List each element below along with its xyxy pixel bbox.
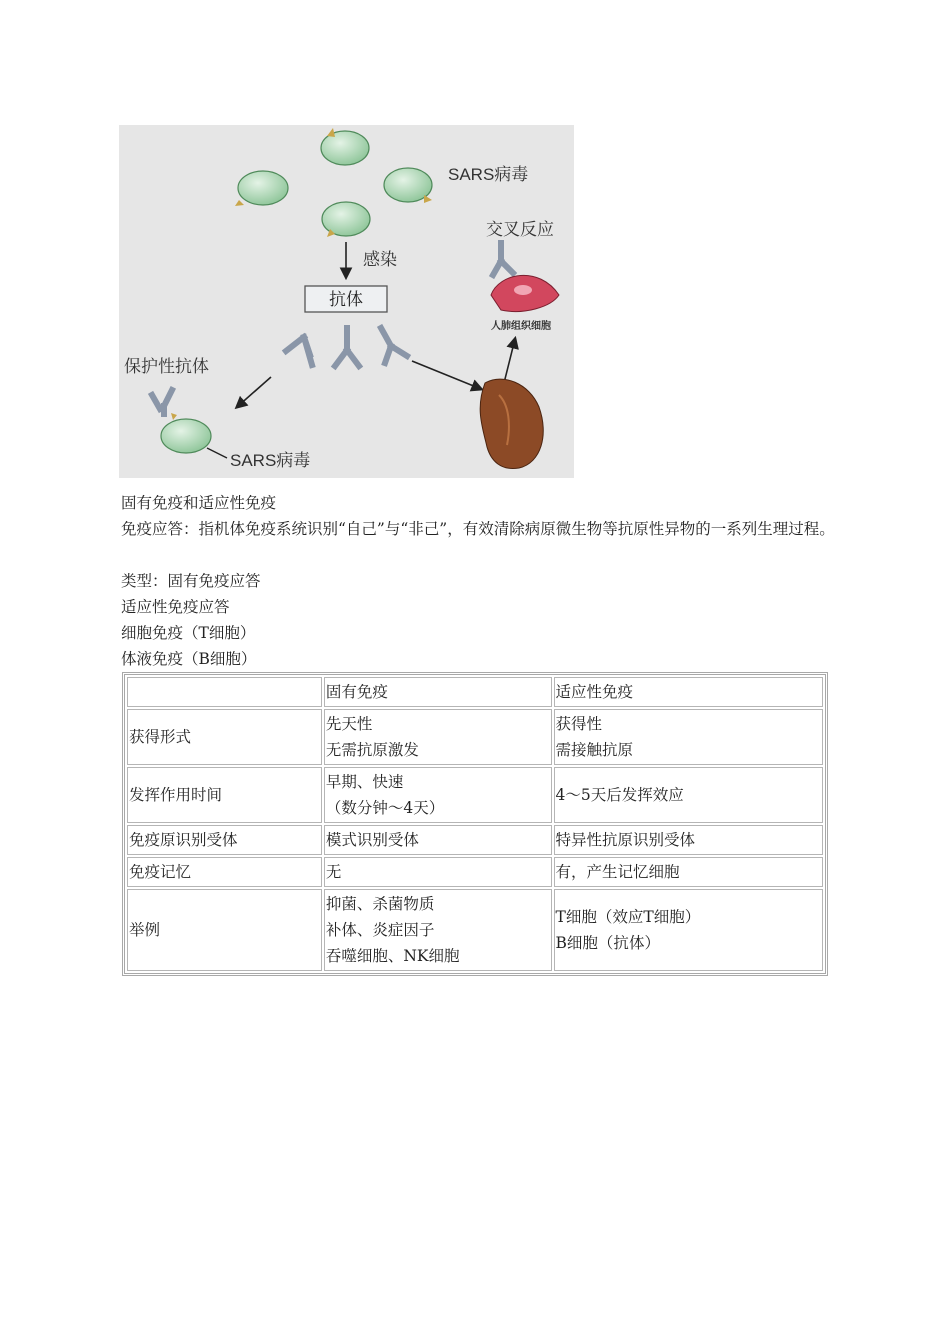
header-cell-innate: 固有免疫: [324, 677, 552, 707]
cell-line: 抑菌、杀菌物质: [325, 895, 435, 913]
cell-line: B细胞（抗体）: [555, 934, 660, 952]
lung-tissue-shape: [480, 379, 543, 468]
virus-particle: [322, 202, 370, 237]
diagram-canvas: [119, 125, 574, 478]
virus-label-top: SARS病毒: [448, 165, 529, 184]
cell-line: 早期、快速: [325, 773, 404, 791]
lung-arrow: [412, 361, 481, 389]
paragraph-humoral: 体液免疫（B细胞）: [121, 650, 257, 668]
cell-line: 先天性: [325, 715, 373, 733]
cell-line: 补体、炎症因子: [325, 921, 435, 939]
adaptive-cell: [554, 767, 823, 823]
paragraph-cellular: 细胞免疫（T细胞）: [121, 624, 256, 642]
cell-line: 需接触抗原: [555, 741, 634, 759]
lung-cell-nucleus: [514, 285, 532, 295]
cell-line: 吞噬细胞、NK细胞: [325, 947, 460, 965]
antibody-middle: [335, 328, 359, 366]
cross-arrow: [504, 339, 515, 383]
innate-cell: [324, 825, 552, 855]
infection-label: 感染: [363, 250, 397, 269]
antibody-left: [286, 337, 312, 365]
virus-pointer-line: [207, 448, 227, 458]
header-cell-adaptive: 适应性免疫: [554, 677, 823, 707]
row-label: 免疫记忆: [127, 857, 322, 887]
row-label: 发挥作用时间: [127, 767, 322, 823]
table-row: [127, 767, 823, 823]
cell-line: 获得性: [555, 715, 603, 733]
row-label: 举例: [127, 889, 322, 971]
cell-line: 无: [325, 863, 342, 881]
table-row: [127, 889, 823, 971]
paragraph-adaptive: 适应性免疫应答: [121, 598, 230, 616]
cell-line: T细胞（效应T细胞）: [555, 908, 701, 926]
row-label: 免疫原识别受体: [127, 825, 322, 855]
table-row: [127, 857, 823, 887]
innate-cell: [324, 889, 552, 971]
innate-cell: [324, 857, 552, 887]
table-row: [127, 709, 823, 765]
table-row: [127, 825, 823, 855]
virus-label-bottom: SARS病毒: [230, 451, 311, 470]
header-cell-empty: [127, 677, 322, 707]
virus-particle-bound: [161, 419, 211, 453]
cell-line: 无需抗原激发: [325, 741, 419, 759]
cell-line: 特异性抗原识别受体: [555, 831, 696, 849]
immunity-comparison-table: [122, 672, 828, 976]
cell-line: （数分钟～4天）: [325, 799, 445, 817]
adaptive-cell: [554, 857, 823, 887]
antibody-cross: [493, 243, 513, 275]
lung-cell-label: 人肺组织细胞: [491, 321, 551, 332]
virus-particle: [321, 128, 369, 165]
antibody-box-label: 抗体: [329, 290, 363, 309]
cell-line: 模式识别受体: [325, 831, 419, 849]
antibody-right: [381, 328, 407, 363]
paragraph-title: 固有免疫和适应性免疫: [121, 494, 277, 512]
row-label: 获得形式: [127, 709, 322, 765]
sars-antibody-diagram: [119, 125, 574, 478]
virus-particle: [235, 171, 288, 206]
adaptive-cell: [554, 889, 823, 971]
innate-cell: [324, 767, 552, 823]
paragraph-types: 类型：固有免疫应答: [121, 572, 261, 590]
protect-arrow: [237, 377, 271, 407]
cell-line: 4～5天后发挥效应: [555, 786, 684, 804]
cell-line: 有，产生记忆细胞: [555, 863, 680, 881]
protective-antibody-label: 保护性抗体: [124, 357, 209, 376]
virus-particle: [384, 168, 432, 203]
innate-cell: [324, 709, 552, 765]
protective-antibody: [152, 390, 172, 414]
table-header-row: [127, 677, 823, 707]
adaptive-cell: [554, 825, 823, 855]
virus-spike: [171, 413, 177, 420]
adaptive-cell: [554, 709, 823, 765]
cross-reaction-label: 交叉反应: [486, 220, 554, 239]
paragraph-definition: 免疫应答：指机体免疫系统识别“自己”与“非己”，有效清除病原微生物等抗原性异物的一系列生理过程。: [121, 520, 835, 538]
